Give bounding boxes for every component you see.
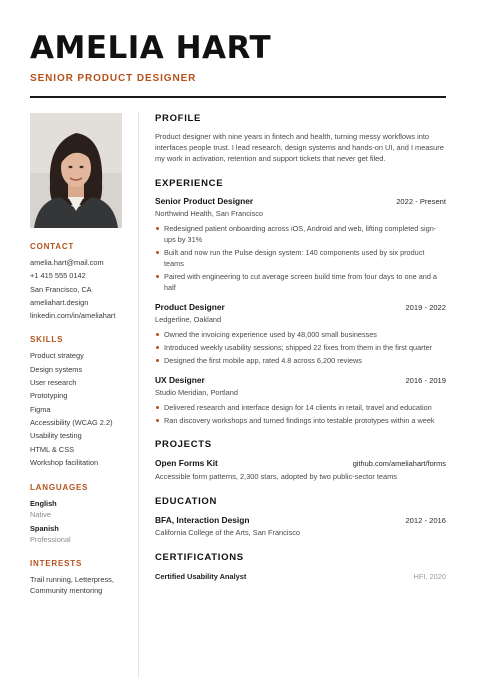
project-link[interactable]: github.com/ameliahart/forms [352,459,446,468]
education-entry [155,515,446,538]
portrait-icon [30,113,122,228]
certification-entry [155,571,446,582]
job-entry [155,196,446,293]
job-title: Product Designer [155,302,225,312]
language-level: Professional [30,535,71,545]
job-entry [155,302,446,366]
language-name: Spanish [30,524,59,534]
project-title: Open Forms Kit [155,458,218,468]
certifications-section [155,552,446,582]
portrait-photo [30,113,122,228]
projects-section [155,439,446,482]
candidate-name: AMELIA HART [30,30,272,66]
education-heading: EDUCATION [155,496,218,507]
skill-item: Usability testing [30,431,82,441]
skill-item: HTML & CSS [30,444,75,454]
job-dates: 2016 - 2019 [405,376,446,385]
column-divider [138,112,139,678]
contact-phone[interactable]: +1 415 555 0142 [30,271,86,281]
languages-heading: LANGUAGES [30,483,89,493]
job-entry [155,375,446,426]
contact-location: San Francisco, CA [30,284,92,294]
candidate-role: SENIOR PRODUCT DESIGNER [30,73,197,84]
language-level: Native [30,510,51,520]
education-section [155,496,446,538]
contact-website[interactable]: ameliahart.design [30,297,89,307]
skill-item: Prototyping [30,391,68,401]
job-bullet: Built and now run the Pulse design system: 140 components used by six product teams [155,247,446,269]
job-bullet: Owned the invoicing experience used by 48,000 small businesses [155,329,446,340]
skills-heading: SKILLS [30,335,64,345]
job-bullet: Redesigned patient onboarding across iOS, Android and web, lifting completed sign-ups by 31% [155,223,446,245]
contact-heading: CONTACT [30,242,75,251]
certifications-heading: CERTIFICATIONS [155,552,244,563]
education-degree: BFA, Interaction Design [155,515,250,525]
job-bullet: Delivered research and interface design for 14 clients in retail, travel and education [155,402,446,413]
profile-section [155,113,446,164]
contact-email[interactable]: amelia.hart@mail.com [30,258,104,267]
experience-section [155,178,446,426]
skill-item: User research [30,378,77,388]
main-column [155,113,446,582]
job-org: Ledgerline, Oakland [155,315,222,324]
experience-heading: EXPERIENCE [155,178,224,189]
profile-heading: PROFILE [155,113,202,124]
job-bullet: Ran discovery workshops and turned findings into testable prototypes within a week [155,415,446,426]
skill-item: Design systems [30,364,83,374]
skill-item: Accessibility (WCAG 2.2) [30,417,113,427]
languages-section [30,483,130,545]
projects-heading: PROJECTS [155,439,212,450]
certification-name: Certified Usability Analyst [155,572,247,581]
resume-header [30,30,446,85]
skill-item: Product strategy [30,351,84,361]
job-org: Studio Meridian, Portland [155,388,238,397]
header-divider [30,96,446,98]
job-title: UX Designer [155,375,205,385]
skills-section [30,335,130,469]
job-title: Senior Product Designer [155,196,254,206]
job-dates: 2019 - 2022 [405,303,446,312]
certification-meta: HFI, 2020 [413,572,446,581]
interests-section [30,559,130,596]
job-dates: 2022 - Present [396,197,446,206]
interests-heading: INTERESTS [30,559,83,569]
profile-text: Product designer with nine years in fintech and health, turning messy workflows into interfaces people trust. I lead research, design systems and hands-on UI, and I measure my work in activation, retention and support tickets that never get filed. [155,132,444,163]
job-bullet: Designed the first mobile app, rated 4.8 across 6,200 reviews [155,355,446,366]
language-item [30,499,130,520]
education-dates: 2012 - 2016 [405,516,446,525]
job-bullet: Introduced weekly usability sessions; shipped 22 fixes from them in the first quarter [155,342,446,353]
skill-item: Workshop facilitation [30,457,99,467]
project-entry [155,458,446,482]
skill-item: Figma [30,404,51,414]
education-school: California College of the Arts, San Francisco [155,528,301,537]
job-bullet: Paired with engineering to cut average screen build time from four days to one and a half [155,271,446,293]
project-description: Accessible form patterns, 2,300 stars, adopted by two public-sector teams [155,472,397,481]
interests-text: Trail running, Letterpress, Community mentoring [30,575,114,596]
sidebar [30,113,130,596]
job-org: Northwind Health, San Francisco [155,209,264,218]
contact-linkedin[interactable]: linkedin.com/in/ameliahart [30,311,116,321]
language-item [30,524,130,545]
language-name: English [30,499,57,509]
contact-section [30,242,130,322]
